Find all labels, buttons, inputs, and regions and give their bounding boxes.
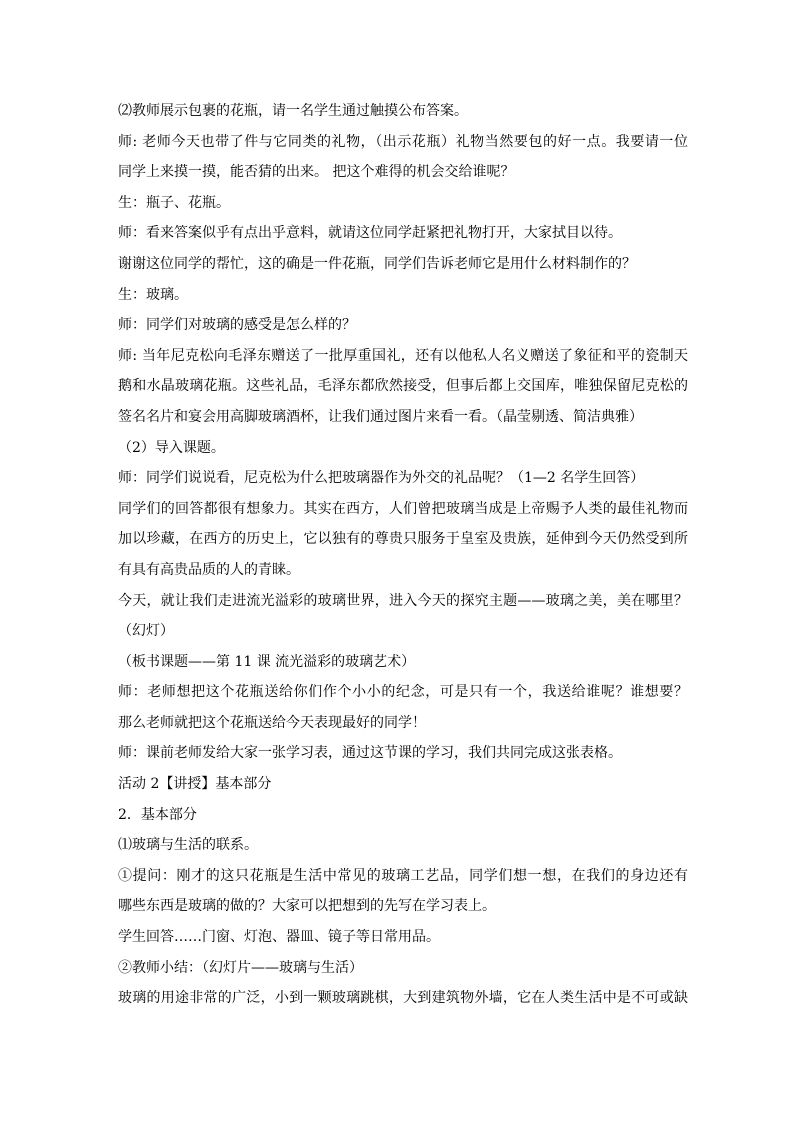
- text-line: 师：老师想把这个花瓶送给你们作个小小的纪念，可是只有一个，我送给谁呢？谁想要？: [118, 684, 688, 701]
- text-line: 鹅和水晶玻璃花瓶。这些礼品，毛泽东都欣然接受，但事后都上交国库，唯独保留尼克松的: [118, 378, 688, 395]
- text-line: ①提问：刚才的这只花瓶是生活中常见的玻璃工艺品，同学们想一想，在我们的身边还有: [118, 867, 688, 884]
- text-line: 生：玻璃。: [118, 286, 188, 303]
- text-line: 哪些东西是玻璃的做的？大家可以把想到的先写在学习表上。: [118, 898, 496, 915]
- text-line: ⑴玻璃与生活的联系。: [118, 837, 258, 854]
- text-line: 有具有高贵品质的人的青睐。: [118, 561, 300, 578]
- text-line: 加以珍藏，在西方的历史上，它以独有的尊贵只服务于皇室及贵族，延伸到今天仍然受到所: [118, 531, 688, 548]
- text-line: 师: 老师今天也带了件与它同类的礼物，（出示花瓶）礼物当然要包的好一点。我要请一位: [118, 133, 688, 150]
- text-line: ②教师小结：（幻灯片——玻璃与生活）: [118, 959, 363, 976]
- text-line: 生：瓶子、花瓶。: [118, 194, 230, 211]
- text-line: 谢谢这位同学的帮忙，这的确是一件花瓶，同学们告诉老师它是用什么材料制作的？: [118, 255, 636, 272]
- text-line: 签名名片和宴会用高脚玻璃酒杯，让我们通过图片来看一看。（晶莹剔透、简洁典雅）: [118, 408, 643, 425]
- text-line: （板书课题——第 11 课 流光溢彩的玻璃艺术）: [118, 653, 416, 670]
- text-line: 今天，就让我们走进流光溢彩的玻璃世界，进入今天的探究主题——玻璃之美，美在哪里？: [118, 592, 688, 609]
- text-line: ⑵教师展示包裹的花瓶，请一名学生通过触摸公布答案。: [118, 103, 468, 119]
- text-line: 师：同学们对玻璃的感受是怎么样的？: [118, 317, 356, 334]
- document-page: [118, 96, 688, 1014]
- text-line: 那么老师就把这个花瓶送给今天表现最好的同学！: [118, 714, 426, 731]
- text-line: 2．基本部分: [118, 806, 197, 823]
- text-line: （2）导入课题。: [118, 439, 225, 456]
- text-line: 玻璃的用途非常的广泛，小到一颗玻璃跳棋，大到建筑物外墙，它在人类生活中是不可或缺: [118, 990, 688, 1007]
- text-line: 活动 2【讲授】基本部分: [118, 776, 272, 793]
- text-line: 同学上来摸一摸，能否猜的出来。 把这个难得的机会交给谁呢？: [118, 164, 515, 181]
- text-line: 师: 当年尼克松向毛泽东赠送了一批厚重国礼，还有以他私人名义赠送了象征和平的瓷制天: [118, 347, 688, 364]
- text-line: （幻灯）: [118, 623, 174, 640]
- text-line: 同学们的回答都很有想象力。其实在西方，人们曾把玻璃当成是上帝赐予人类的最佳礼物而: [118, 500, 688, 517]
- text-line: 师：看来答案似乎有点出乎意料，就请这位同学赶紧把礼物打开，大家拭目以待。: [118, 225, 622, 242]
- text-line: 师：同学们说说看，尼克松为什么把玻璃器作为外交的礼品呢？（1—2 名学生回答）: [118, 470, 645, 487]
- text-line: 师：课前老师发给大家一张学习表，通过这节课的学习，我们共同完成这张表格。: [118, 745, 622, 762]
- text-line: 学生回答……门窗、灯泡、器皿、镜子等日常用品。: [118, 929, 440, 946]
